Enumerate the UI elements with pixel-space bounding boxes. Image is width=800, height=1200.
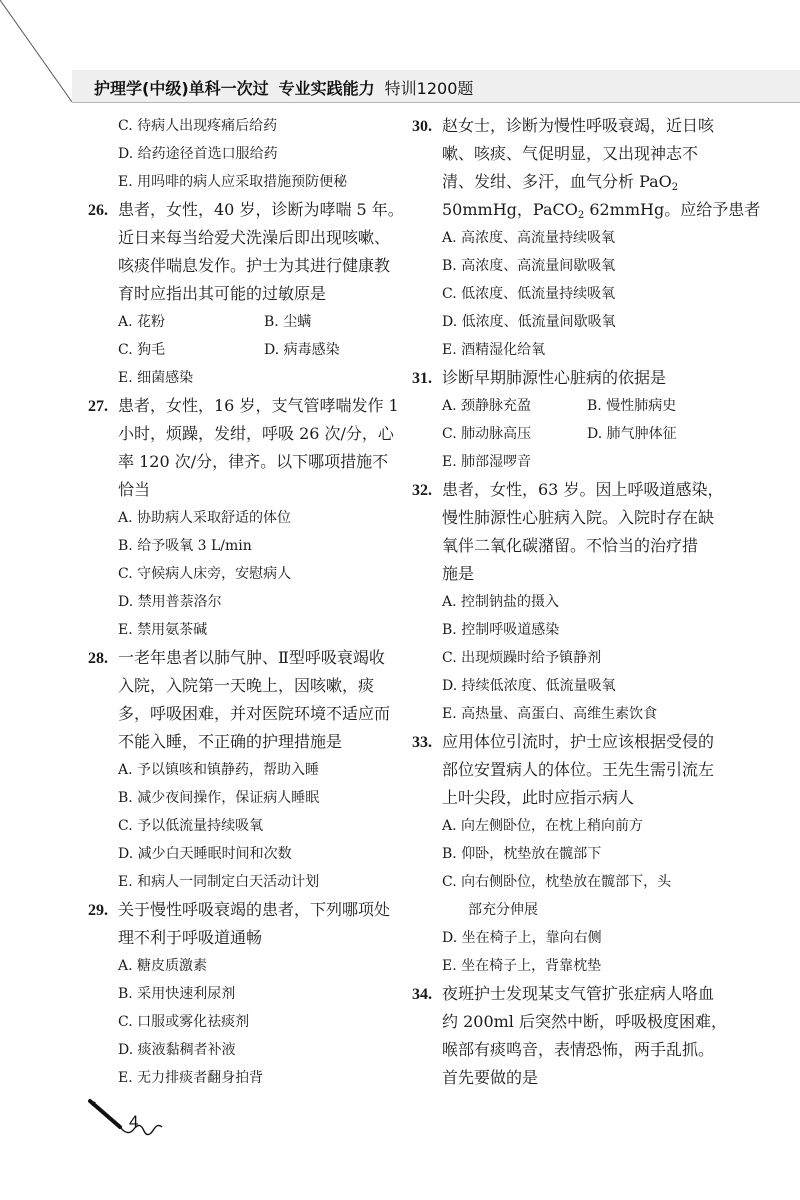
question-stem-line: 多，呼吸困难，并对医院环境不适应而 xyxy=(118,704,391,723)
option-c: C. 向右侧卧位，枕垫放在髋部下，头 xyxy=(442,874,672,890)
option-b: B. 慢性肺病史 xyxy=(587,398,677,414)
question-stem-line: 理不利于呼吸道通畅 xyxy=(118,928,263,947)
option-d: D. 减少白天睡眠时间和次数 xyxy=(118,846,292,862)
header-title xyxy=(94,76,473,99)
option-b: B. 给予吸氧 3 L/min xyxy=(118,538,252,554)
option-c: C. 口服或雾化祛痰剂 xyxy=(118,1014,250,1030)
book-title: 护理学(中级)单科一次过 xyxy=(94,79,269,98)
option-e: E. 无力排痰者翻身拍背 xyxy=(118,1070,264,1086)
question-stem-line: 部位安置病人的体位。王先生需引流左 xyxy=(442,760,715,779)
option-e: E. 酒精湿化给氧 xyxy=(442,342,546,358)
question-29-stem: 29. 关于慢性呼吸衰竭的患者，下列哪项处 xyxy=(88,896,428,924)
option-a: A. 颈静脉充盈 xyxy=(442,398,532,414)
option-b: B. 高浓度、高流量间歇吸氧 xyxy=(442,258,616,274)
option-a: A. 控制钠盐的摄入 xyxy=(442,594,560,610)
question-stem-line: 小时，烦躁，发绀，呼吸 26 次/分，心 xyxy=(118,424,394,443)
option-c: C. 出现烦躁时给予镇静剂 xyxy=(442,650,602,666)
option-e: E. 肺部湿啰音 xyxy=(442,454,532,470)
option-d: D. 持续低浓度、低流量吸氧 xyxy=(442,678,616,694)
question-stem-line: 喉部有痰鸣音，表情恐怖，两手乱抓。 xyxy=(442,1040,715,1059)
question-number: 33. xyxy=(412,734,432,751)
option-row xyxy=(88,308,428,336)
option-c: C. 待病人出现疼痛后给药 xyxy=(118,118,278,134)
option-b: B. 仰卧，枕垫放在髋部下 xyxy=(442,846,602,862)
option-row xyxy=(412,392,732,420)
option-row xyxy=(88,336,428,364)
option-d: D. 病毒感染 xyxy=(264,342,340,358)
question-33-stem: 33. 应用体位引流时，护士应该根据受侵的 xyxy=(412,728,732,756)
option-row xyxy=(412,420,732,448)
option-d: D. 低浓度、低流量间歇吸氧 xyxy=(442,314,616,330)
question-number: 31. xyxy=(412,370,432,387)
option-d: D. 给药途径首选口服给药 xyxy=(118,146,278,162)
question-stem-line: 上叶尖段，此时应指示病人 xyxy=(442,788,635,807)
question-28-stem: 28. 一老年患者以肺气肿、Ⅱ型呼吸衰竭收 xyxy=(88,644,428,672)
option-c: C. 肺动脉高压 xyxy=(442,426,532,442)
option-d: D. 坐在椅子上，靠向右侧 xyxy=(442,930,602,946)
option-a: A. 糖皮质激素 xyxy=(118,958,208,974)
question-stem-line: 氧伴二氧化碳潴留。不恰当的治疗措 xyxy=(442,536,699,555)
option-c-continued: 部充分伸展 xyxy=(468,902,538,918)
question-27-stem: 27. 患者，女性，16 岁，支气管哮喘发作 1 xyxy=(88,392,428,420)
section-title: 专业实践能力 xyxy=(278,79,375,98)
right-column xyxy=(412,112,761,1092)
option-b: B. 尘螨 xyxy=(264,314,312,330)
option-c: C. 狗毛 xyxy=(118,342,166,358)
question-number: 34. xyxy=(412,986,432,1003)
question-stem-line: 首先要做的是 xyxy=(442,1068,539,1087)
question-stem-line: 咳痰伴喘息发作。护士为其进行健康教 xyxy=(118,256,391,275)
question-number: 29. xyxy=(88,902,108,919)
option-a: A. 花粉 xyxy=(118,314,166,330)
option-e: E. 用吗啡的病人应采取措施预防便秘 xyxy=(118,174,348,190)
question-number: 32. xyxy=(412,482,432,499)
option-e: E. 高热量、高蛋白、高维生素饮食 xyxy=(442,706,658,722)
question-stem-line: 50mmHg，PaCO$_2$ 62mmHg。应给予患者 xyxy=(442,200,761,221)
option-d: D. 肺气肿体征 xyxy=(587,426,677,442)
option-e: E. 细菌感染 xyxy=(118,370,194,386)
option-d: D. 禁用普萘洛尔 xyxy=(118,594,222,610)
question-stem-line: 约 200ml 后突然中断，呼吸极度困难， xyxy=(442,1012,728,1031)
option-d: D. 痰液黏稠者补液 xyxy=(118,1042,236,1058)
page-number: 4 xyxy=(129,1112,139,1131)
series-title: 特训1200题 xyxy=(384,79,474,98)
option-e: E. 坐在椅子上，背靠枕垫 xyxy=(442,958,602,974)
left-column xyxy=(88,112,428,1092)
question-number: 30. xyxy=(412,118,432,135)
option-a: A. 向左侧卧位，在枕上稍向前方 xyxy=(442,818,644,834)
question-stem-line: 施是 xyxy=(442,564,475,583)
question-stem-line: 不能入睡，不正确的护理措施是 xyxy=(118,732,343,751)
option-a: A. 予以镇咳和镇静药，帮助入睡 xyxy=(118,762,320,778)
option-b: B. 控制呼吸道感染 xyxy=(442,622,560,638)
question-stem-line: 率 120 次/分，律齐。以下哪项措施不 xyxy=(118,452,389,471)
question-number: 27. xyxy=(88,398,108,415)
question-stem-line: 恰当 xyxy=(118,480,151,499)
question-stem-line: 慢性肺源性心脏病入院。入院时存在缺 xyxy=(442,508,715,527)
option-a: A. 协助病人采取舒适的体位 xyxy=(118,510,292,526)
question-34-stem: 34. 夜班护士发现某支气管扩张症病人咯血 xyxy=(412,980,732,1008)
question-30-stem: 30. 赵女士，诊断为慢性呼吸衰竭，近日咳 xyxy=(412,112,732,140)
question-number: 26. xyxy=(88,202,108,219)
question-32-stem: 32. 患者，女性，63 岁。因上呼吸道感染， xyxy=(412,476,732,504)
option-e: E. 禁用氨茶碱 xyxy=(118,622,208,638)
option-b: B. 减少夜间操作，保证病人睡眠 xyxy=(118,790,320,806)
question-26-stem: 26. 患者，女性，40 岁，诊断为哮喘 5 年。 xyxy=(88,196,428,224)
question-stem-line: 嗽、咳痰、气促明显，又出现神志不 xyxy=(442,144,699,163)
question-stem-line: 近日来每当给爱犬洗澡后即出现咳嗽、 xyxy=(118,228,391,247)
option-c: C. 予以低流量持续吸氧 xyxy=(118,818,264,834)
option-e: E. 和病人一同制定白天活动计划 xyxy=(118,874,320,890)
option-a: A. 高浓度、高流量持续吸氧 xyxy=(442,230,616,246)
question-stem-line: 入院，入院第一天晚上，因咳嗽，痰 xyxy=(118,676,375,695)
option-c: C. 低浓度、低流量持续吸氧 xyxy=(442,286,616,302)
question-31-stem: 31. 诊断早期肺源性心脏病的依据是 xyxy=(412,364,732,392)
option-c: C. 守候病人床旁，安慰病人 xyxy=(118,566,292,582)
question-stem-line: 清、发绀、多汗，血气分析 PaO$_2$ xyxy=(442,172,679,193)
option-b: B. 采用快速利尿剂 xyxy=(118,986,236,1002)
question-number: 28. xyxy=(88,650,108,667)
question-stem-line: 育时应指出其可能的过敏原是 xyxy=(118,284,327,303)
